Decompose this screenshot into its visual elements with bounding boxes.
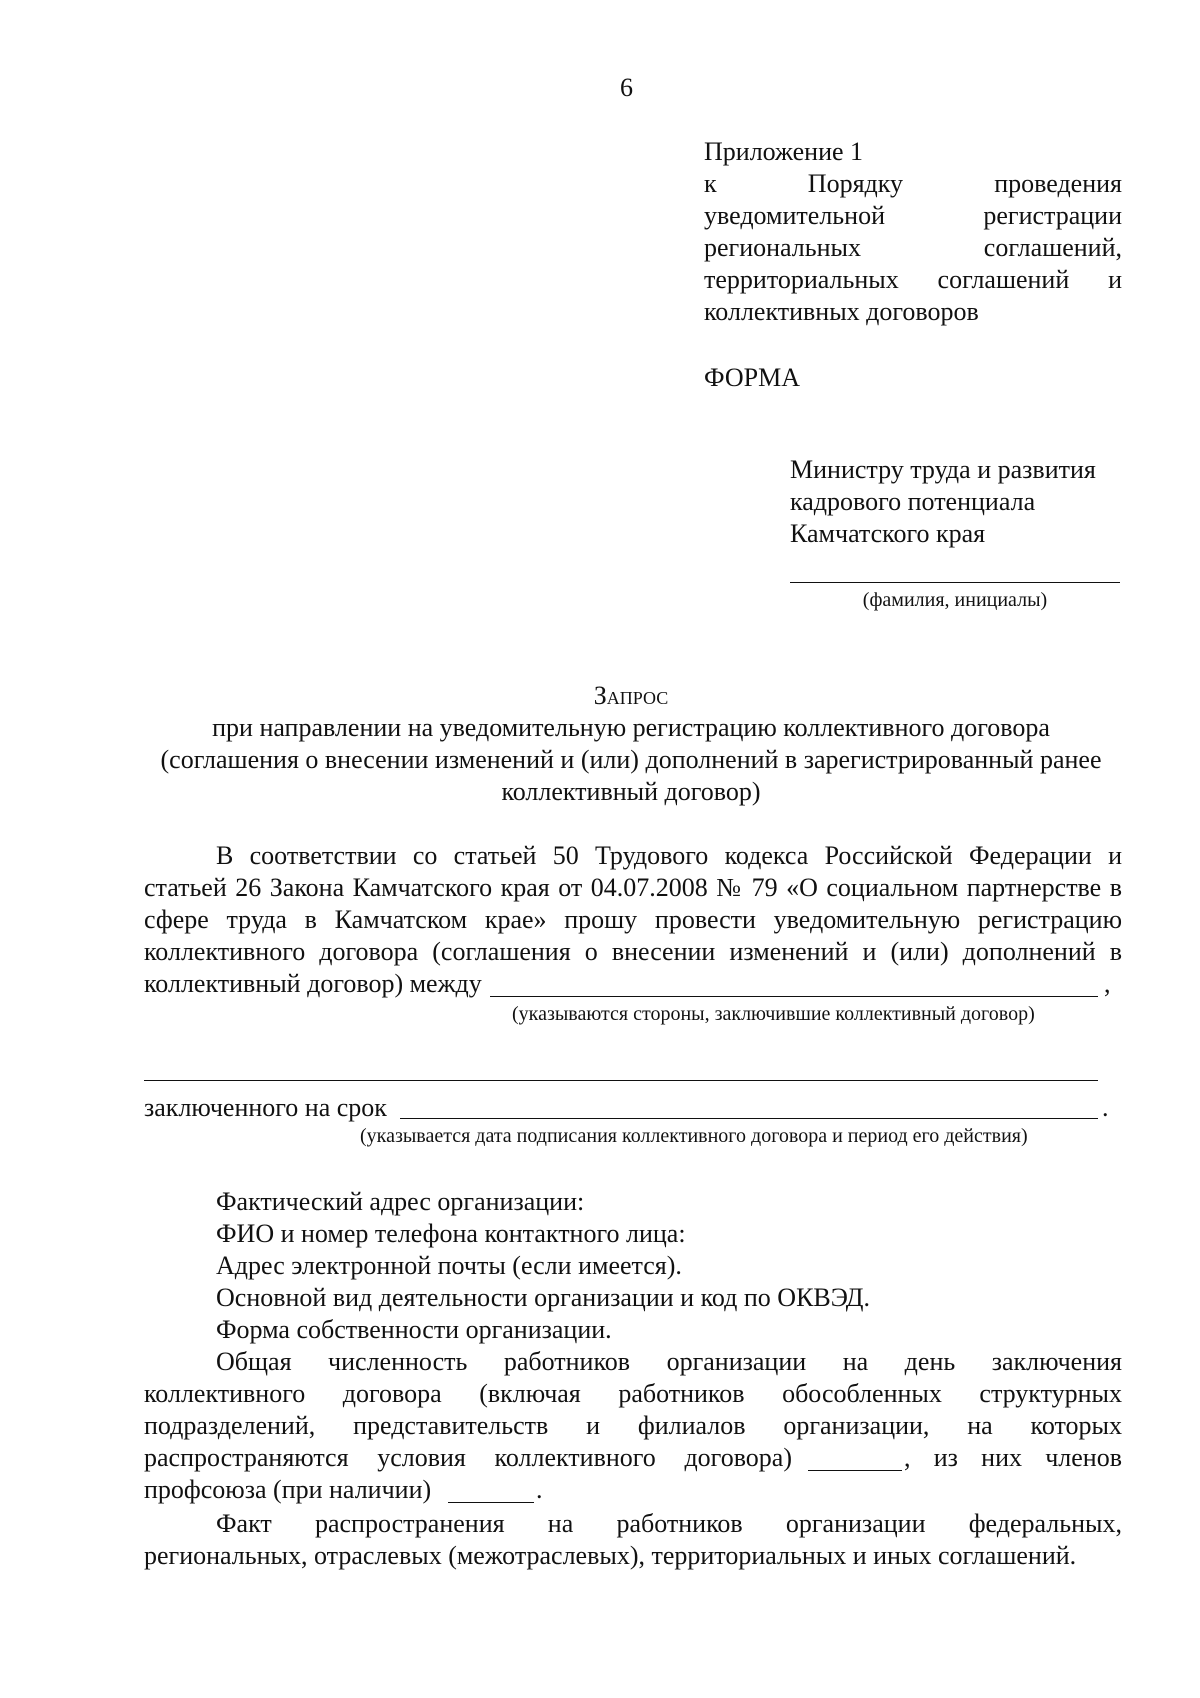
paragraph-line: В соответствии со статьей 50 Трудового кодекса Российской Федерации и: [216, 841, 1122, 870]
period: .: [536, 1475, 543, 1504]
paragraph-line: статьей 26 Закона Камчатского края от 04.07.2008 № 79 «О социальном партнерстве в: [144, 873, 1122, 902]
paragraph-employees: [144, 1346, 1122, 1442]
paragraph-line: профсоюза (при наличии): [144, 1475, 432, 1504]
parties-caption: (указываются стороны, заключившие коллективный договор): [512, 1003, 1035, 1025]
parties-label: коллективный договор) между: [144, 969, 482, 998]
appendix-block: [704, 136, 1122, 328]
employee-count-field[interactable]: [808, 1470, 902, 1471]
comma: ,: [1104, 969, 1111, 998]
appendix-line: к Порядку проведения: [704, 169, 1122, 198]
term-caption: (указывается дата подписания коллективного договора и период его действия): [360, 1125, 1028, 1147]
term-field[interactable]: [400, 1118, 1098, 1119]
paragraph-line: сфере труда в Камчатском крае» прошу провести уведомительную регистрацию: [144, 905, 1122, 934]
paragraph-agreements: [144, 1508, 1122, 1572]
addressee-line: кадрового потенциала: [790, 487, 1036, 516]
appendix-line: уведомительной регистрации: [704, 201, 1122, 230]
heading-line: коллективный договор): [501, 777, 761, 806]
paragraph-line: региональных, отраслевых (межотраслевых), территориальных и иных соглашений.: [144, 1541, 1077, 1570]
term-label: заключенного на срок: [144, 1093, 387, 1122]
paragraph-line: коллективного договора (соглашения о внесении изменений и (или) дополнений в: [144, 937, 1122, 966]
parties-field-continued[interactable]: [144, 1080, 1098, 1081]
appendix-line: территориальных соглашений и: [704, 265, 1122, 294]
addressee-name-line: [790, 582, 1120, 583]
list-item: Форма собственности организации.: [216, 1315, 612, 1344]
appendix-line: коллективных договоров: [704, 297, 979, 326]
heading-line: при направлении на уведомительную регистрацию коллективного договора: [212, 713, 1050, 742]
addressee-caption: (фамилия, инициалы): [862, 589, 1048, 611]
list-item: Адрес электронной почты (если имеется).: [216, 1251, 682, 1280]
addressee-line: Министру труда и развития: [790, 455, 1096, 484]
paragraph-request: [144, 840, 1122, 968]
heading-line: (соглашения о внесении изменений и (или) дополнений в зарегистрированный ранее: [160, 745, 1102, 774]
union-members-field[interactable]: [448, 1502, 534, 1503]
addressee-line: Камчатского края: [790, 519, 986, 548]
document-title: Запрос: [593, 681, 669, 710]
addressee-block: [790, 454, 1096, 550]
paragraph-line: подразделений, представительств и филиалов организации, на которых: [144, 1411, 1122, 1440]
parties-field[interactable]: [490, 996, 1098, 997]
info-list: [216, 1186, 870, 1346]
list-item: Фактический адрес организации:: [216, 1187, 585, 1216]
list-item: ФИО и номер телефона контактного лица:: [216, 1219, 686, 1248]
paragraph-line: коллективного договора (включая работников обособленных структурных: [144, 1379, 1122, 1408]
page-number: 6: [620, 73, 633, 102]
form-label: ФОРМА: [704, 363, 800, 392]
appendix-line: региональных соглашений,: [704, 233, 1122, 262]
paragraph-line: , из них членов: [904, 1443, 1122, 1472]
paragraph-line: распространяются условия коллективного договора): [144, 1443, 792, 1472]
list-item: Основной вид деятельности организации и код по ОКВЭД.: [216, 1283, 870, 1312]
paragraph-line: Факт распространения на работников организации федеральных,: [216, 1509, 1122, 1538]
period: .: [1102, 1093, 1109, 1122]
paragraph-line: Общая численность работников организации на день заключения: [216, 1347, 1122, 1376]
appendix-title: Приложение 1: [704, 137, 864, 166]
